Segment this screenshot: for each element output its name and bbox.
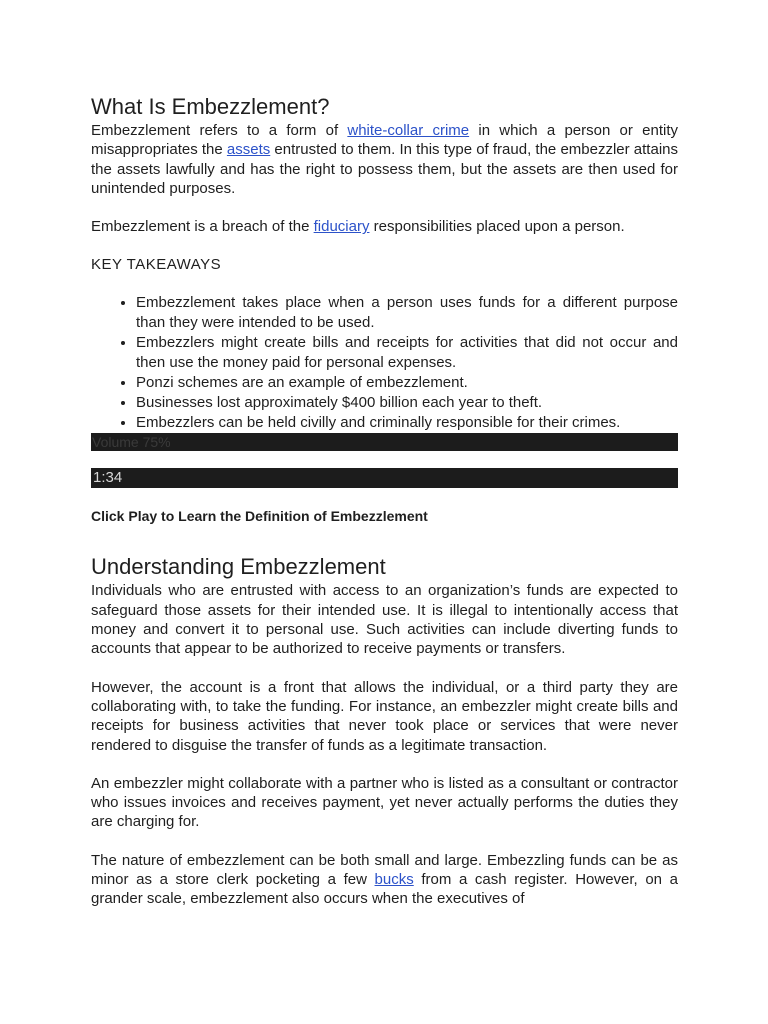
body-paragraph: An embezzler might collaborate with a partner who is listed as a consultant or contractor who issues invoices and receives payment, yet never actually performs the duties they are charging for. xyxy=(91,774,678,831)
list-item: • Embezzlers might create bills and receipts for activities that did not occur and then use the money paid for personal expenses. xyxy=(136,333,678,373)
intro-text-1: Embezzlement refers to a form of xyxy=(91,122,348,139)
fiduciary-text-1: Embezzlement is a breach of the xyxy=(91,218,314,236)
intro-text-3: entrusted to them. In this type of fraud, the embezzler attains the assets lawfully and has the right to possess them, but the assets are then used for unintended purposes. xyxy=(91,141,678,197)
assets-link[interactable]: assets xyxy=(226,141,271,159)
volume-bar[interactable] xyxy=(91,433,678,451)
body-paragraph: Individuals who are entrusted with access to an organization’s funds are expected to safeguard those assets for their intended use. It is illegal to intentionally access that money and convert it to personal use. Such activities can include diverting funds to accounts that appear to be authorized to receive payments or transfers. xyxy=(91,582,678,658)
fiduciary-paragraph xyxy=(91,217,678,236)
body-text-2: from a cash register. However, on a grander scale, embezzlement also occurs when the executives of xyxy=(91,871,678,908)
list-item: • Embezzlement takes place when a person uses funds for a different purpose than they were intended to be used. xyxy=(136,293,678,333)
volume-label: Volume 75% xyxy=(92,434,171,451)
key-takeaways-heading: KEY TAKEAWAYS xyxy=(91,256,222,274)
key-takeaways-list xyxy=(91,293,678,433)
fiduciary-text-2: responsibilities placed upon a person. xyxy=(369,218,625,236)
bucks-link[interactable]: bucks xyxy=(374,871,414,889)
white-collar-crime-link[interactable]: white-collar crime xyxy=(347,122,470,139)
body-paragraph: However, the account is a front that allows the individual, or a third party they are collaborating with, to take the funding. For instance, an embezzler might create bills and receipts for business activities that never took place or services that were never rendered to disguise the transfer of funds as a legitimate transaction. xyxy=(91,678,678,754)
list-item: • Ponzi schemes are an example of embezzlement. xyxy=(136,373,678,393)
page-title: What Is Embezzlement? xyxy=(91,94,330,119)
body-paragraph xyxy=(91,851,678,909)
list-item: • Businesses lost approximately $400 billion each year to theft. xyxy=(136,393,678,413)
video-caption: Click Play to Learn the Definition of Embezzlement xyxy=(91,508,428,525)
intro-paragraph xyxy=(91,121,678,198)
intro-text-2: in which a person or entity misappropriates the xyxy=(91,122,678,159)
fiduciary-link[interactable]: fiduciary xyxy=(313,218,370,236)
section-title: Understanding Embezzlement xyxy=(91,554,386,580)
list-item: • Embezzlers can be held civilly and criminally responsible for their crimes. xyxy=(136,413,678,433)
video-time: 1:34 xyxy=(93,469,123,487)
video-timebar[interactable] xyxy=(91,468,678,488)
article-content xyxy=(91,93,678,909)
body-text-1: The nature of embezzlement can be both small and large. Embezzling funds can be as minor as a store clerk pocketing a few xyxy=(91,851,678,889)
